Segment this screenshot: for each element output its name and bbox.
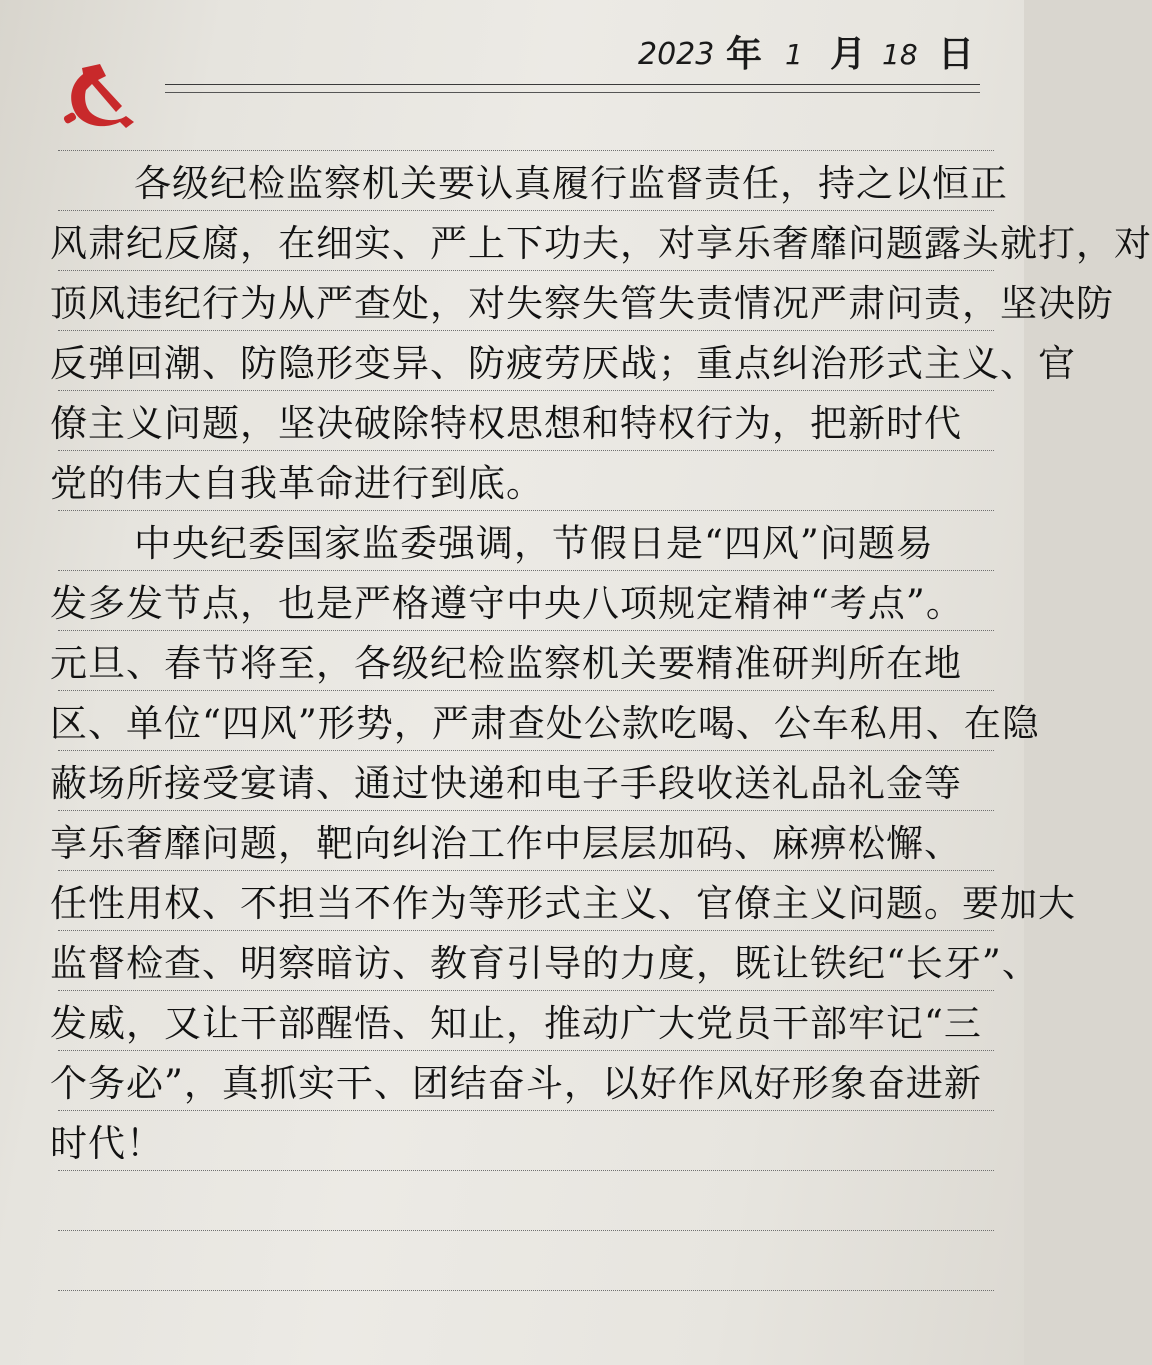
- text-line: 区、单位“四风”形势，严肃查处公款吃喝、公车私用、在隐: [50, 702, 1040, 745]
- ruled-line: [58, 810, 994, 811]
- text-line: 任性用权、不担当不作为等形式主义、官僚主义问题。要加大: [50, 882, 1076, 925]
- ruled-line: [58, 570, 994, 571]
- ruled-line: [58, 510, 994, 511]
- date-month: 1: [785, 38, 803, 71]
- ruled-line: [58, 870, 994, 871]
- ruled-line: [58, 270, 994, 271]
- text-line: 发威，又让干部醒悟、知止，推动广大党员干部牢记“三: [50, 1002, 982, 1045]
- ruled-line: [58, 930, 994, 931]
- header-rule-thin: [165, 92, 980, 93]
- ruled-line: [58, 990, 994, 991]
- ruled-line: [58, 450, 994, 451]
- text-line: 个务必”，真抓实干、团结奋斗，以好作风好形象奋进新: [50, 1062, 982, 1105]
- ruled-line: [58, 1230, 994, 1231]
- date-day: 18: [882, 38, 918, 71]
- date-year: 2023: [638, 37, 715, 72]
- text-line: 僚主义问题，坚决破除特权思想和特权行为，把新时代: [50, 402, 962, 445]
- ruled-line: [58, 1050, 994, 1051]
- ruled-line: [58, 330, 994, 331]
- text-line: 各级纪检监察机关要认真履行监督责任，持之以恒正: [134, 162, 1008, 205]
- date-month-label: 月: [830, 34, 867, 75]
- date-year-label: 年: [726, 34, 763, 75]
- ruled-line: [58, 390, 994, 391]
- text-line: 蔽场所接受宴请、通过快递和电子手段收送礼品礼金等: [50, 762, 962, 805]
- header-rule: [165, 84, 980, 85]
- ruled-line: [58, 1110, 994, 1111]
- text-line: 中央纪委国家监委强调，节假日是“四风”问题易: [134, 522, 934, 565]
- text-line: 监督检查、明察暗访、教育引导的力度，既让铁纪“长牙”、: [50, 942, 1040, 985]
- text-line: 顶风违纪行为从严查处，对失察失管失责情况严肃问责，坚决防: [50, 282, 1114, 325]
- ruled-line: [58, 750, 994, 751]
- ruled-line: [58, 150, 994, 151]
- ruled-line: [58, 1170, 994, 1171]
- hammer-and-sickle-icon: [60, 62, 142, 132]
- text-line: 风肃纪反腐，在细实、严上下功夫，对享乐奢靡问题露头就打，对: [50, 222, 1152, 265]
- ruled-line: [58, 690, 994, 691]
- date-header: [620, 30, 980, 80]
- text-line: 党的伟大自我革命进行到底。: [50, 462, 544, 505]
- text-line: 元旦、春节将至，各级纪检监察机关要精准研判所在地: [50, 642, 962, 685]
- date-day-label: 日: [938, 34, 975, 75]
- ruled-line: [58, 210, 994, 211]
- text-line: 时代！: [50, 1122, 164, 1165]
- ruled-line: [58, 1290, 994, 1291]
- text-line: 反弹回潮、防隐形变异、防疲劳厌战；重点纠治形式主义、官: [50, 342, 1076, 385]
- text-line: 享乐奢靡问题，靶向纠治工作中层层加码、麻痹松懈、: [50, 822, 962, 865]
- text-line: 发多发节点，也是严格遵守中央八项规定精神“考点”。: [50, 582, 964, 625]
- ruled-line: [58, 630, 994, 631]
